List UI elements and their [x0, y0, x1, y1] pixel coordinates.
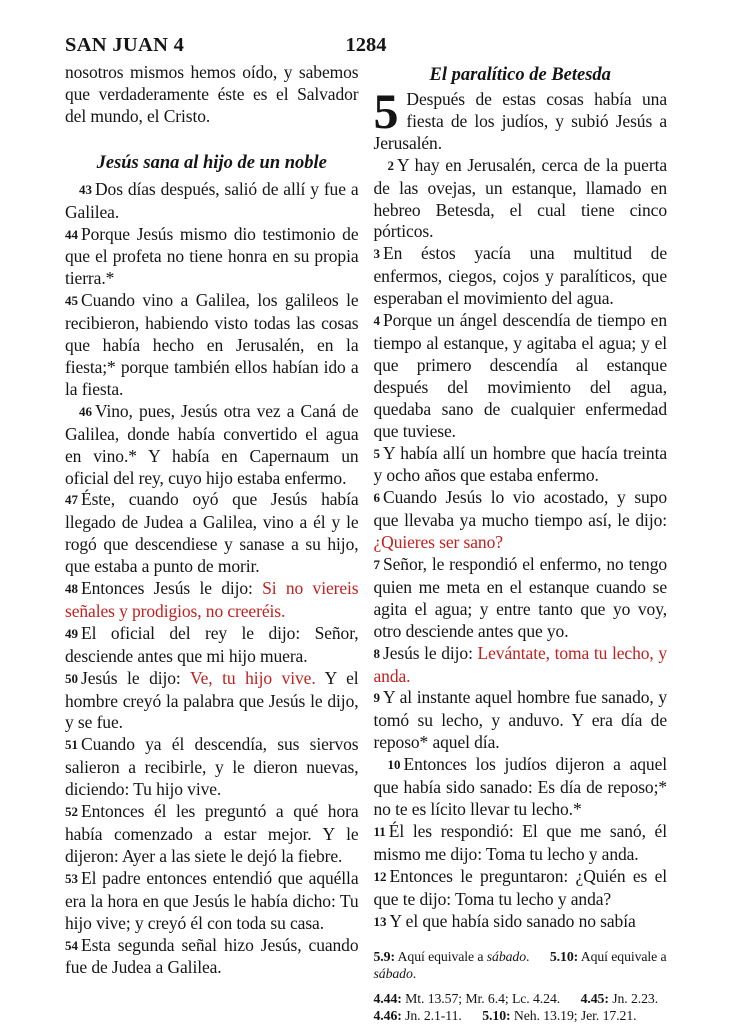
text-segment: Y había allí un hombre que hacía treinta y ocho años que estaba enfermo.	[373, 442, 667, 486]
jesus-words-red-text: Si no viereis señales y prodigios, no creeréis.	[65, 578, 359, 621]
text-segment: Después de estas cosas había una fiesta de los judíos, y subió Jesús a Jerusalén.	[373, 89, 667, 153]
section-heading-left: Jesús sana al hijo de un noble	[96, 152, 327, 173]
verse-3	[374, 243, 668, 310]
text-segment: Entonces le preguntaron: ¿Quién es el que te dijo: Toma tu lecho y anda?	[373, 865, 667, 909]
text-columns	[65, 62, 667, 1023]
verse-9	[374, 687, 668, 754]
text-segment: Entonces los judíos dijeron a aquel que había sido sanado: Es día de reposo;* no te es lícito llevar tu lecho.*	[373, 754, 667, 819]
text-segment: Entonces él les preguntó a qué hora había comenzado a estar mejor. Y le dijeron: Ayer a las siete le dejó la fiebre.	[65, 801, 359, 866]
verse-2	[374, 155, 668, 244]
verse-number: 8	[373, 645, 380, 661]
right-verses	[374, 155, 668, 934]
verse-13	[374, 911, 668, 934]
text-segment: Jesús le dijo:	[383, 642, 478, 663]
text-segment: Cuando Jesús lo vio acostado, y supo que llevaba ya mucho tiempo así, le dijo:	[373, 487, 667, 531]
text-segment: Cuando vino a Galilea, los galileos le recibieron, habiendo visto todas las cosas que había hecho en Jerusalén, en la fiesta;* porque también ellos habían ido a la fiesta.	[65, 290, 359, 399]
verse-number: 4	[373, 313, 380, 329]
text-segment: .	[412, 965, 417, 981]
text-segment: .	[526, 949, 550, 965]
text-segment: 4.45:	[580, 991, 609, 1007]
text-segment: El padre entonces entendió que aquélla era la hora en que Jesús le había dicho: Tu hijo vive; y creyó él con toda su casa.	[65, 867, 359, 933]
verse-10	[374, 754, 668, 821]
verse-11	[374, 821, 668, 866]
verse-7	[374, 554, 668, 643]
text-segment: Esta segunda señal hizo Jesús, cuando fue de Judea a Galilea.	[65, 934, 359, 978]
text-segment: Jn. 2.23.	[608, 991, 659, 1007]
verse-number: 2	[387, 157, 394, 173]
chapter-number-dropcap: 5	[373, 83, 399, 139]
verse-number: 9	[373, 690, 380, 706]
text-segment: Porque un ángel descendía de tiempo en tiempo al estanque, y agitaba el agua; y el que primero descendía al estanque después del movimiento del agua, quedaba sano de cualquier enfermedad que tuviese.	[373, 310, 667, 441]
text-segment: Y el hombre creyó la palabra que Jesús le dijo, y se fue.	[65, 667, 359, 733]
text-segment: En éstos yacía una multitud de enfermos, ciegos, cojos y paralíticos, que esperaban el movimiento del agua.	[373, 243, 667, 309]
verse-number: 54	[65, 937, 78, 953]
text-segment: 4.44:	[373, 991, 402, 1007]
text-segment: Entonces Jesús le dijo:	[81, 578, 263, 599]
text-segment: Y el que había sido sanado no sabía	[389, 910, 636, 931]
text-segment: Neh. 13.19; Jer. 17.21.	[510, 1007, 637, 1023]
text-segment: Vino, pues, Jesús otra vez a Caná de Galilea, donde había convertido el agua en vino.* Y había en Capernaum un oficial del rey, cuyo hijo estaba enfermo.	[65, 400, 359, 488]
verse-number: 44	[65, 226, 78, 242]
jesus-words-red-text: Levántate, toma tu lecho, y anda.	[373, 642, 667, 686]
verse-number: 7	[373, 557, 380, 573]
verse-47	[65, 489, 359, 578]
verse-number: 46	[79, 403, 92, 419]
text-segment: Éste, cuando oyó que Jesús había llegado de Judea a Galilea, vino a él y le rogó que descendiese y sanase a su hijo, que estaba a punto de morir.	[65, 489, 359, 577]
text-segment: sábado	[373, 965, 413, 981]
verse-number: 51	[65, 737, 78, 753]
left-column	[65, 62, 359, 1014]
footnotes	[374, 949, 668, 1024]
verse-number: 6	[373, 490, 380, 506]
left-verses	[65, 179, 359, 980]
verse-50	[65, 668, 359, 735]
page-number: 1284	[345, 34, 387, 56]
verse-43	[65, 179, 359, 224]
verse-number: 52	[65, 804, 78, 820]
text-segment: Dos días después, salió de allí y fue a Galilea.	[65, 178, 359, 222]
text-segment: 4.46:	[373, 1007, 402, 1023]
verse-48	[65, 578, 359, 623]
right-column	[373, 62, 668, 1023]
text-segment: nosotros mismos hemos oído, y sabemos que verdaderamente éste es el Salvador del mundo, el Cristo.	[65, 62, 359, 126]
text-segment: Porque Jesús mismo dio testimonio de que el profeta no tiene honra en su propia tierra.*	[65, 223, 359, 289]
verse-number: 11	[373, 823, 386, 839]
text-segment: El oficial del rey le dijo: Señor, desciende antes que mi hijo muera.	[65, 622, 359, 666]
verse-12	[374, 866, 668, 911]
verse-49	[65, 623, 359, 668]
verse-52	[65, 801, 359, 868]
text-segment: Jn. 2.1-11.	[401, 1007, 483, 1023]
verse-45	[65, 290, 359, 401]
text-segment: Aquí equivale a	[394, 949, 487, 965]
chapter-opening-text	[373, 83, 668, 153]
verse-number: 49	[65, 625, 78, 641]
verse-number: 48	[65, 581, 78, 597]
verse-8	[374, 643, 668, 688]
verse-6	[374, 487, 668, 554]
chapter-opening-paragraph	[373, 83, 668, 155]
cross-references	[374, 991, 668, 1024]
verse-54	[65, 935, 359, 980]
text-segment: 5.9:	[373, 949, 395, 965]
verse-46	[65, 401, 359, 490]
verse-51	[65, 734, 359, 801]
text-segment: Mt. 13.57; Mr. 6.4; Lc. 4.24.	[401, 991, 581, 1007]
verse-number: 5	[373, 445, 380, 461]
section-heading-right: El paralítico de Betesda	[429, 65, 611, 85]
verse-number: 50	[65, 670, 78, 686]
verse-number: 3	[373, 246, 380, 262]
verse-number: 13	[373, 913, 387, 929]
verse-number: 45	[65, 293, 78, 309]
text-segment: Cuando ya él descendía, sus siervos salieron a recibirle, y le dieron nuevas, diciendo: Tu hijo vive.	[65, 734, 359, 800]
text-segment: Él les respondió: El que me sanó, él mismo me dijo: Toma tu lecho y anda.	[373, 820, 667, 864]
text-segment: Y hay en Jerusalén, cerca de la puerta de las ovejas, un estanque, llamado en hebreo Betesda, el cual tiene cinco pórticos.	[373, 154, 667, 242]
text-segment: 5.10:	[549, 949, 579, 965]
verse-44	[65, 224, 359, 291]
verse-number: 43	[79, 181, 92, 197]
jesus-words-red-text: Ve, tu hijo vive.	[189, 667, 316, 688]
book-title: SAN JUAN 4	[65, 34, 185, 56]
text-segment: 5.10:	[482, 1007, 511, 1023]
text-segment: Y al instante aquel hombre fue sanado, y tomó su lecho, y anduvo. Y era día de reposo* aquel día.	[373, 687, 667, 753]
text-segment: Jesús le dijo:	[81, 667, 190, 688]
verse-4	[374, 310, 668, 442]
verse-number: 10	[387, 757, 401, 773]
text-segment: Señor, le respondió el enfermo, no tengo quien me meta en el estanque cuando se agita el agua; y entre tanto que yo voy, otro desciende antes que yo.	[373, 554, 667, 641]
text-segment: sábado	[486, 949, 527, 965]
verse-53	[65, 868, 359, 935]
study-notes	[374, 949, 668, 982]
continuation-paragraph	[65, 62, 359, 128]
jesus-words-red-text: ¿Quieres ser sano?	[373, 532, 503, 553]
verse-number: 53	[65, 870, 78, 886]
verse-5	[374, 443, 668, 488]
page-header	[65, 34, 667, 58]
text-segment: Aquí equivale a	[578, 949, 667, 965]
verse-number: 47	[65, 492, 78, 508]
verse-number: 12	[373, 868, 387, 884]
